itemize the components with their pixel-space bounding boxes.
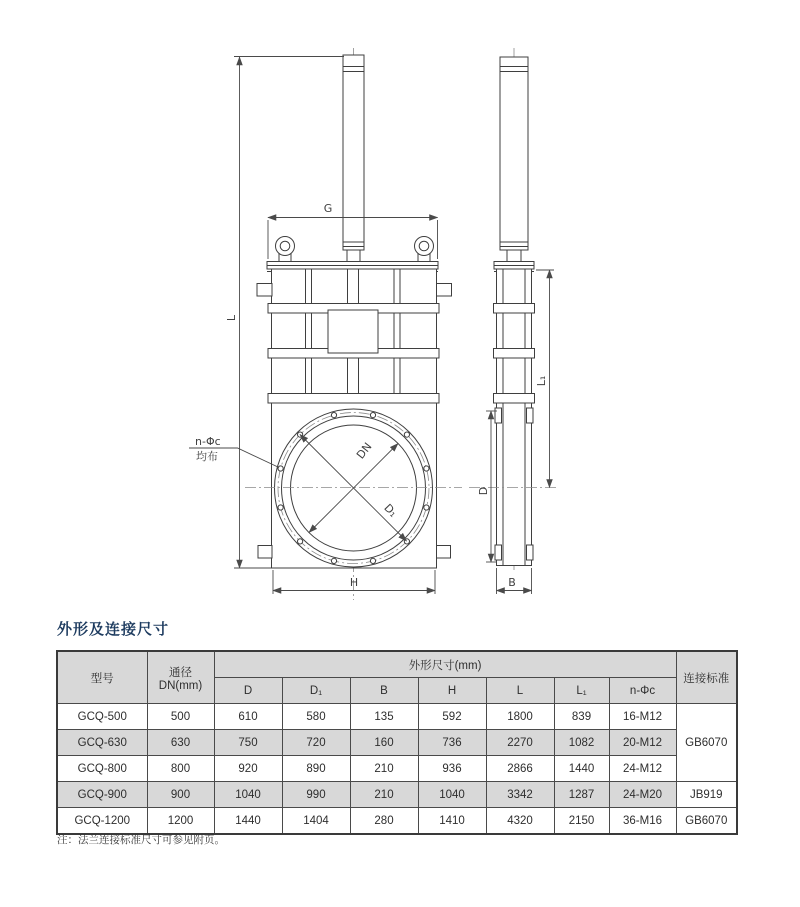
table-cell-dn: 900 — [147, 782, 214, 808]
table-cell-dn: 1200 — [147, 808, 214, 835]
table-cell-d1: 580 — [282, 704, 350, 730]
table-cell-b: 135 — [350, 704, 418, 730]
table-cell-l: 2270 — [486, 730, 554, 756]
table-cell-dn: 630 — [147, 730, 214, 756]
bolt-hole — [278, 505, 283, 510]
foot-left — [258, 546, 272, 559]
lifting-eye-left — [276, 237, 295, 263]
footnote: 注：法兰连接标准尺寸可参见附页。 — [57, 834, 225, 846]
table-cell-model: GCQ-900 — [57, 782, 147, 808]
table-cell-l: 3342 — [486, 782, 554, 808]
dim-label-D1: D₁ — [381, 501, 400, 520]
table-cell-model: GCQ-800 — [57, 756, 147, 782]
table-cell-l1: 1440 — [554, 756, 609, 782]
table-cell-l: 2866 — [486, 756, 554, 782]
dim-label-D: D — [477, 486, 490, 496]
header-model: 型号 — [57, 651, 147, 704]
bolt-hole — [331, 413, 336, 418]
lifting-eye-right — [415, 237, 434, 263]
table-cell-nphic: 24-M12 — [609, 756, 676, 782]
table-row — [57, 730, 737, 756]
table-cell-nphic: 16-M12 — [609, 704, 676, 730]
table-cell-d: 920 — [214, 756, 282, 782]
table-cell-h: 936 — [418, 756, 486, 782]
bolt-hole — [424, 505, 429, 510]
side-view — [469, 48, 556, 594]
header-standard: 连接标准 — [676, 651, 737, 704]
table-cell-d1: 1404 — [282, 808, 350, 835]
header-dim-nphic: n-Φc — [609, 678, 676, 704]
trunnion-left — [257, 284, 272, 297]
bolt-callout-line2: 均布 — [196, 450, 218, 463]
dim-label-B: B — [508, 576, 516, 589]
table-body — [57, 704, 737, 835]
table-row — [57, 782, 737, 808]
table-cell-l1: 1082 — [554, 730, 609, 756]
table-cell-h: 736 — [418, 730, 486, 756]
table-cell-l1: 839 — [554, 704, 609, 730]
header-dim-B: B — [350, 678, 418, 704]
dimension-table — [56, 650, 738, 835]
table-cell-l1: 1287 — [554, 782, 609, 808]
table-cell-dn: 500 — [147, 704, 214, 730]
table-cell-h: 1040 — [418, 782, 486, 808]
dim-label-DN: DN — [353, 440, 375, 462]
table-header — [57, 651, 737, 704]
table-cell-nphic: 20-M12 — [609, 730, 676, 756]
table-row — [57, 808, 737, 835]
dim-label-L: L — [225, 314, 238, 322]
table-cell-d1: 720 — [282, 730, 350, 756]
table-row — [57, 756, 737, 782]
table-cell-l: 4320 — [486, 808, 554, 835]
table-cell-b: 280 — [350, 808, 418, 835]
foot-right — [437, 546, 451, 559]
bolt-hole — [424, 466, 429, 471]
dim-label-H: H — [349, 576, 359, 589]
table-cell-d: 750 — [214, 730, 282, 756]
piston-rod-front — [343, 55, 364, 262]
bolt-hole — [298, 539, 303, 544]
table-cell-b: 160 — [350, 730, 418, 756]
header-dim-H: H — [418, 678, 486, 704]
table-cell-h: 1410 — [418, 808, 486, 835]
header-dim-L: L — [486, 678, 554, 704]
header-dims-group: 外形尺寸(mm) — [214, 651, 676, 678]
table-cell-b: 210 — [350, 782, 418, 808]
table-cell-d: 1040 — [214, 782, 282, 808]
bolt-callout-line1: n-Φc — [195, 435, 221, 448]
table-cell-nphic: 36-M16 — [609, 808, 676, 835]
table-cell-d1: 990 — [282, 782, 350, 808]
table-cell-standard: JB919 — [676, 782, 737, 808]
header-bore-line1: 通径 — [169, 666, 192, 679]
bolt-callout — [189, 435, 279, 468]
section-title: 外形及连接尺寸 — [57, 621, 170, 638]
bolt-hole — [404, 432, 409, 437]
bolt-hole — [278, 466, 283, 471]
bolt-hole — [331, 558, 336, 563]
table-cell-l1: 2150 — [554, 808, 609, 835]
table-cell-model: GCQ-630 — [57, 730, 147, 756]
dim-L1 — [535, 270, 554, 488]
dim-label-G: G — [323, 202, 333, 215]
table-cell-standard: GB6070 — [676, 704, 737, 782]
table-cell-l: 1800 — [486, 704, 554, 730]
gate-box — [328, 310, 378, 353]
bolt-hole — [370, 558, 375, 563]
table-cell-nphic: 24-M20 — [609, 782, 676, 808]
table-cell-model: GCQ-500 — [57, 704, 147, 730]
piston-rod-side — [500, 57, 528, 262]
dim-D — [477, 411, 497, 562]
table-cell-standard: GB6070 — [676, 808, 737, 835]
dim-B — [497, 568, 532, 594]
front-view — [189, 48, 462, 600]
header-bore — [147, 651, 214, 704]
dim-label-L1: L₁ — [535, 375, 548, 387]
table-cell-d1: 890 — [282, 756, 350, 782]
table-cell-h: 592 — [418, 704, 486, 730]
table-cell-d: 610 — [214, 704, 282, 730]
bolt-hole — [370, 413, 375, 418]
dim-H — [273, 570, 435, 594]
header-dim-L1: L₁ — [554, 678, 609, 704]
table-row — [57, 704, 737, 730]
table-cell-d: 1440 — [214, 808, 282, 835]
table-cell-model: GCQ-1200 — [57, 808, 147, 835]
trunnion-right — [437, 284, 452, 297]
header-dim-D: D — [214, 678, 282, 704]
table-cell-b: 210 — [350, 756, 418, 782]
header-dim-D1: D₁ — [282, 678, 350, 704]
table-cell-dn: 800 — [147, 756, 214, 782]
header-bore-line2: DN(mm) — [158, 679, 203, 692]
